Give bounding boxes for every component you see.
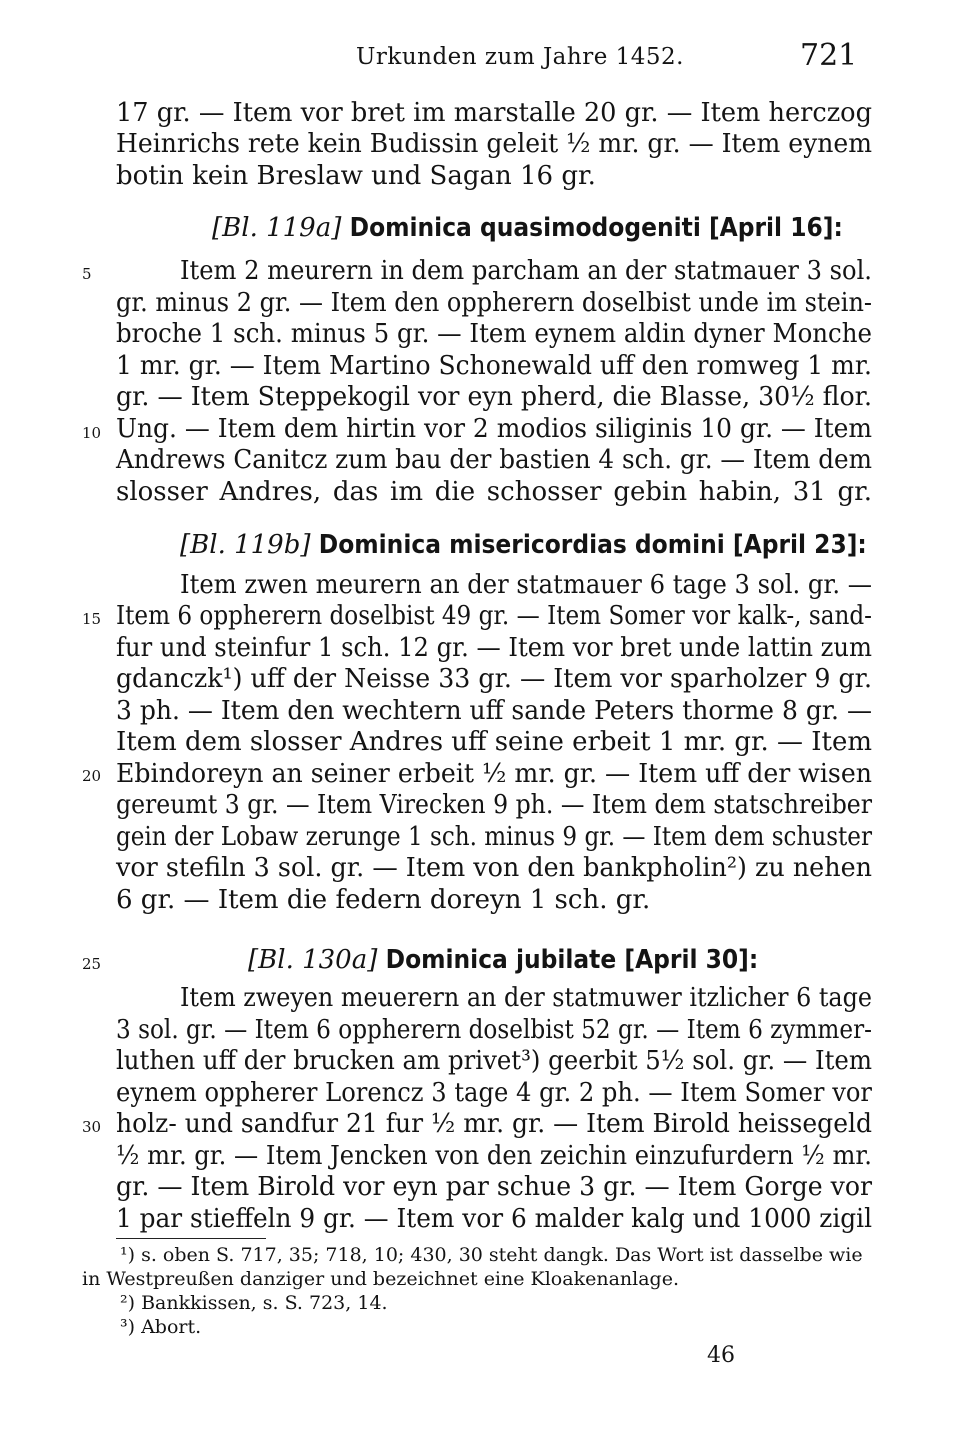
text-line: 17 gr. — Item vor bret im marstalle 20 gr. — Item herczog [116, 98, 872, 128]
text-line: gereumt 3 gr. — Item Virecken 9 ph. — Item dem statschreiber [116, 790, 872, 820]
line-number: 10 [82, 424, 102, 442]
text-line: Andrews Canitcz zum bau der bastien 4 sch. gr. — Item dem [116, 445, 872, 475]
text-line: gdanczk¹) uff der Neisse 33 gr. — Item vor sparholzer 9 gr. [116, 664, 872, 694]
signature-mark: 46 [707, 1343, 735, 1368]
text-line: 1 mr. gr. — Item Martino Schonewald uff den romweg 1 mr. [116, 351, 872, 381]
text-line: slosser Andres, das im die schosser gebin habin, 31 gr. [116, 477, 872, 507]
text-line: 3 sol. gr. — Item 6 oppherern doselbist 52 gr. — Item 6 zymmer- [116, 1015, 872, 1045]
sheet-reference: [Bl. 119b] [180, 530, 311, 560]
text-line: eynem oppherer Lorencz 3 tage 4 gr. 2 ph. — Item Somer vor [116, 1078, 872, 1108]
text-line: holz- und sandfur 21 fur ½ mr. gr. — Item Birold heissegeld [116, 1109, 872, 1139]
text-line: gein der Lobaw zerunge 1 sch. minus 9 gr. — Item dem schuster [116, 822, 872, 852]
footnote: ³) Abort. [120, 1316, 202, 1338]
text-line: Item dem slosser Andres uff seine erbeit 1 mr. gr. — Item [116, 727, 872, 757]
page-number: 721 [800, 38, 858, 73]
heading-title: Dominica quasimodogeniti [April 16]: [349, 213, 843, 243]
text-line: gr. minus 2 gr. — Item den oppherern doselbist unde im stein- [116, 288, 872, 318]
text-line: Item zweyen meuerern an der statmuwer itzlicher 6 tage [180, 983, 872, 1013]
running-title: Urkunden zum Jahre 1452. [356, 44, 684, 70]
text-line: broche 1 sch. minus 5 gr. — Item eynem aldin dyner Monche [116, 319, 872, 349]
footnote: ¹) s. oben S. 717, 35; 718, 10; 430, 30 steht dangk. Das Wort ist dasselbe wie [120, 1244, 863, 1266]
text-line: 1 par stieffeln 9 gr. — Item vor 6 malder kalg und 1000 zigil [116, 1204, 872, 1234]
line-number: 30 [82, 1118, 102, 1136]
footnote-continuation: in Westpreußen danziger und bezeichnet eine Kloakenanlage. [82, 1268, 679, 1290]
text-line: ½ mr. gr. — Item Jencken von den zeichin einzufurdern ½ mr. [116, 1141, 872, 1171]
sheet-reference: [Bl. 119a] [212, 213, 342, 243]
heading-title: Dominica jubilate [April 30]: [385, 945, 759, 975]
text-line: luthen uff der brucken am privet³) geerbit 5½ sol. gr. — Item [116, 1046, 872, 1076]
footnote-rule [116, 1238, 266, 1239]
text-line: botin kein Breslaw und Sagan 16 gr. [116, 161, 596, 191]
line-number: 25 [82, 955, 102, 973]
text-line: Ung. — Item dem hirtin vor 2 modios siliginis 10 gr. — Item [116, 414, 872, 444]
section-heading [248, 945, 758, 975]
text-line: Heinrichs rete kein Budissin geleit ½ mr. gr. — Item eynem [116, 129, 872, 159]
section-heading [180, 530, 867, 560]
footnote: ²) Bankkissen, s. S. 723, 14. [120, 1292, 388, 1314]
text-line: 6 gr. — Item die federn doreyn 1 sch. gr. [116, 885, 651, 915]
text-line: gr. — Item Steppekogil vor eyn pherd, die Blasse, 30½ flor. [116, 382, 872, 412]
text-line: Item 2 meurern in dem parcham an der statmauer 3 sol. [180, 256, 872, 286]
line-number: 20 [82, 767, 102, 785]
text-line: Item zwen meurern an der statmauer 6 tage 3 sol. gr. — [180, 570, 872, 600]
text-line: gr. — Item Birold vor eyn par schue 3 gr. — Item Gorge vor [116, 1172, 872, 1202]
sheet-reference: [Bl. 130a] [248, 945, 378, 975]
text-line: Ebindoreyn an seiner erbeit ½ mr. gr. — Item uff der wisen [116, 759, 872, 789]
text-line: 3 ph. — Item den wechtern uff sande Peters thorme 8 gr. — [116, 696, 872, 726]
line-number: 5 [82, 265, 92, 283]
text-line: vor stefiln 3 sol. gr. — Item von den bankpholin²) zu nehen [116, 853, 872, 883]
heading-title: Dominica misericordias domini [April 23]: [318, 530, 867, 560]
text-line: fur und steinfur 1 sch. 12 gr. — Item vor bret unde lattin zum [116, 633, 872, 663]
line-number: 15 [82, 610, 102, 628]
text-line: Item 6 oppherern doselbist 49 gr. — Item Somer vor kalk-, sand- [116, 601, 872, 631]
section-heading [212, 213, 843, 243]
